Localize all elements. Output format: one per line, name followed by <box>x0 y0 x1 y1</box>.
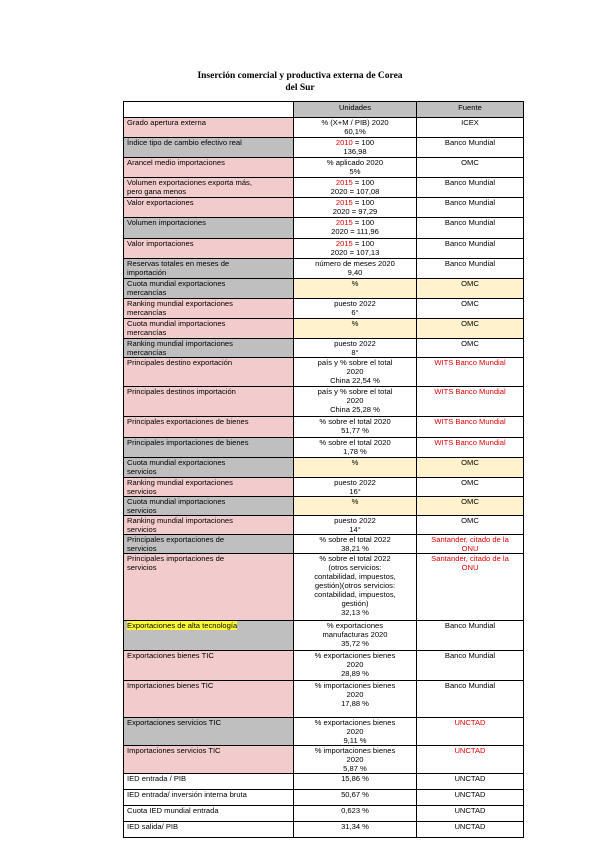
table-row <box>124 178 524 198</box>
unidades-cell <box>294 621 417 651</box>
base-year: 2015 <box>335 239 353 248</box>
unidades-value: % exportaciones bienes 2020 9,11 % <box>314 718 396 745</box>
indicator-label: Principales destinos importación <box>127 387 236 396</box>
table-row <box>124 339 524 358</box>
table-row <box>124 138 524 158</box>
unidades-cell <box>294 774 417 790</box>
table-row <box>124 158 524 178</box>
unidades-value: % sobre el total 2022 38,21 % <box>319 535 391 553</box>
table-row <box>124 790 524 806</box>
indicator-label: Ranking mundial exportaciones mercancías <box>127 299 233 317</box>
indicator-label: Arancel medio importaciones <box>127 158 225 167</box>
unidades-value: 0,623 % <box>341 806 369 815</box>
fuente-value: ICEX <box>461 118 479 127</box>
unidades-cell <box>294 259 417 279</box>
indicator-cell <box>124 718 294 746</box>
indicator-cell <box>124 417 294 438</box>
unidades-cell <box>294 158 417 178</box>
indicator-cell <box>124 259 294 279</box>
fuente-value: UNCTAD <box>454 822 486 831</box>
header-indicator <box>124 102 294 118</box>
fuente-value: OMC <box>461 497 479 506</box>
unidades-cell <box>294 299 417 319</box>
header-unidades: Unidades <box>294 102 417 118</box>
table-row <box>124 279 524 299</box>
fuente-cell <box>417 178 524 198</box>
unidades-value: puesto 2022 16° <box>334 478 376 496</box>
table-row <box>124 822 524 838</box>
indicator-label: Cuota mundial importaciones servicios <box>127 497 226 515</box>
fuente-value: OMC <box>461 299 479 308</box>
indicator-cell <box>124 239 294 259</box>
unidades-value: % <box>351 319 359 328</box>
fuente-cell <box>417 790 524 806</box>
fuente-cell <box>417 339 524 358</box>
fuente-cell <box>417 681 524 718</box>
indicator-label: IED salida/ PIB <box>127 822 179 831</box>
fuente-value: Banco Mundial <box>444 259 496 268</box>
indicator-label: IED entrada / PIB <box>127 774 187 783</box>
fuente-cell <box>417 516 524 535</box>
unidades-cell <box>294 681 417 718</box>
table-row <box>124 497 524 516</box>
fuente-value: OMC <box>461 516 479 525</box>
fuente-value: UNCTAD <box>454 746 486 755</box>
unidades-value: % importaciones bienes 2020 5,87 % <box>314 746 396 773</box>
table-row <box>124 806 524 822</box>
unidades-cell <box>294 138 417 158</box>
unidades-value: % <box>351 279 359 288</box>
indicator-label: Índice tipo de cambio efectivo real <box>127 138 242 147</box>
indicator-cell <box>124 746 294 774</box>
unidades-value: país y % sobre el total 2020 China 25,28 % <box>317 387 393 414</box>
fuente-value: Banco Mundial <box>444 138 496 147</box>
fuente-cell <box>417 438 524 458</box>
unidades-value: % (X+M / PIB) 2020 60,1% <box>321 118 389 136</box>
unidades-cell <box>294 516 417 535</box>
indicators-table <box>123 101 524 838</box>
fuente-cell <box>417 621 524 651</box>
title-line-2: del Sur <box>285 83 315 93</box>
indicator-label: Reservas totales en meses de importación <box>127 259 230 277</box>
fuente-cell <box>417 651 524 681</box>
fuente-value: OMC <box>461 339 479 348</box>
unidades-cell <box>294 806 417 822</box>
table-row <box>124 554 524 621</box>
unidades-value: 31,34 % <box>341 822 369 831</box>
fuente-cell <box>417 774 524 790</box>
indicator-cell <box>124 535 294 554</box>
unidades-value: = 100 136,98 <box>343 138 375 156</box>
document-title <box>150 70 450 94</box>
table-row <box>124 417 524 438</box>
indicator-cell <box>124 774 294 790</box>
unidades-cell <box>294 746 417 774</box>
unidades-cell <box>294 387 417 417</box>
fuente-value: Banco Mundial <box>444 198 496 207</box>
unidades-value: % aplicado 2020 5% <box>326 158 384 176</box>
table-row <box>124 535 524 554</box>
table-row <box>124 218 524 239</box>
indicator-label: Exportaciones servicios TIC <box>127 718 221 727</box>
unidades-value: % exportaciones bienes 2020 28,89 % <box>314 651 396 678</box>
fuente-value: OMC <box>461 478 479 487</box>
indicator-cell <box>124 516 294 535</box>
fuente-value: OMC <box>461 319 479 328</box>
unidades-cell <box>294 279 417 299</box>
indicator-label: Valor importaciones <box>127 239 194 248</box>
fuente-value: Banco Mundial <box>444 681 496 690</box>
unidades-cell <box>294 497 417 516</box>
fuente-value: WITS Banco Mundial <box>434 387 506 396</box>
unidades-cell <box>294 478 417 497</box>
table-row <box>124 299 524 319</box>
base-year: 2015 <box>335 218 353 227</box>
base-year: 2010 <box>335 138 353 147</box>
unidades-value: 15,86 % <box>341 774 369 783</box>
indicator-label: Volumen exportaciones exporta más, pero gana menos <box>127 178 252 196</box>
unidades-value: = 100 2020 = 111,96 <box>331 218 379 236</box>
fuente-value: UNCTAD <box>454 718 486 727</box>
unidades-value: puesto 2022 8° <box>334 339 376 357</box>
fuente-cell <box>417 279 524 299</box>
fuente-cell <box>417 806 524 822</box>
indicator-label: Ranking mundial importaciones servicios <box>127 516 233 534</box>
fuente-cell <box>417 535 524 554</box>
fuente-value: Banco Mundial <box>444 621 496 630</box>
table-row <box>124 621 524 651</box>
indicator-cell <box>124 299 294 319</box>
table-row <box>124 358 524 387</box>
indicator-cell <box>124 438 294 458</box>
table-body <box>124 118 524 838</box>
indicator-cell <box>124 138 294 158</box>
table-row <box>124 718 524 746</box>
indicator-label: Exportaciones de alta tecnología <box>127 621 238 630</box>
unidades-value: % exportaciones manufacturas 2020 35,72 % <box>322 621 388 648</box>
fuente-cell <box>417 554 524 621</box>
unidades-value: % importaciones bienes 2020 17,88 % <box>314 681 396 708</box>
indicator-cell <box>124 681 294 718</box>
indicator-label: Principales importaciones de bienes <box>127 438 249 447</box>
fuente-cell <box>417 138 524 158</box>
fuente-value: OMC <box>461 158 479 167</box>
indicator-cell <box>124 822 294 838</box>
unidades-cell <box>294 417 417 438</box>
fuente-cell <box>417 218 524 239</box>
unidades-value: % sobre el total 2020 51,77 % <box>319 417 391 435</box>
indicator-label: Valor exportaciones <box>127 198 194 207</box>
indicator-cell <box>124 358 294 387</box>
table-row <box>124 478 524 497</box>
title-line-1: Inserción comercial y productiva externa de Corea <box>197 71 403 81</box>
table-row <box>124 198 524 218</box>
unidades-cell <box>294 651 417 681</box>
unidades-value: % sobre el total 2022 (otros servicios: contabilidad, impuestos, gestión)(otros servicios: contabilidad, impuestos, gestión) 32,13 % <box>314 554 396 617</box>
table-row <box>124 651 524 681</box>
indicator-cell <box>124 279 294 299</box>
fuente-cell <box>417 239 524 259</box>
unidades-cell <box>294 554 417 621</box>
table-row <box>124 239 524 259</box>
fuente-value: WITS Banco Mundial <box>434 358 506 367</box>
indicator-cell <box>124 118 294 138</box>
fuente-cell <box>417 497 524 516</box>
table-header-row <box>124 102 524 118</box>
fuente-value: UNCTAD <box>454 806 486 815</box>
table-row <box>124 387 524 417</box>
indicator-label: Importaciones servicios TIC <box>127 746 221 755</box>
unidades-value: puesto 2022 14° <box>334 516 376 534</box>
indicator-label: Importaciones bienes TIC <box>127 681 214 690</box>
table-row <box>124 774 524 790</box>
indicator-label: Volumen importaciones <box>127 218 206 227</box>
fuente-cell <box>417 158 524 178</box>
fuente-cell <box>417 319 524 339</box>
indicator-label: Cuota mundial exportaciones mercancías <box>127 279 226 297</box>
unidades-cell <box>294 239 417 259</box>
fuente-value: OMC <box>461 458 479 467</box>
indicator-label: Grado apertura externa <box>127 118 206 127</box>
unidades-value: = 100 2020 = 107,13 <box>330 239 380 257</box>
unidades-cell <box>294 319 417 339</box>
fuente-value: Banco Mundial <box>444 239 496 248</box>
unidades-cell <box>294 438 417 458</box>
indicator-label: Principales exportaciones de servicios <box>127 535 225 553</box>
unidades-value: = 100 2020 = 107,08 <box>330 178 380 196</box>
indicator-cell <box>124 554 294 621</box>
fuente-cell <box>417 358 524 387</box>
indicator-cell <box>124 621 294 651</box>
unidades-value: número de meses 2020 9,40 <box>315 259 395 277</box>
fuente-cell <box>417 387 524 417</box>
indicator-cell <box>124 198 294 218</box>
fuente-cell <box>417 718 524 746</box>
table-row <box>124 458 524 478</box>
fuente-value: OMC <box>461 279 479 288</box>
unidades-cell <box>294 118 417 138</box>
fuente-value: WITS Banco Mundial <box>434 438 506 447</box>
fuente-cell <box>417 259 524 279</box>
fuente-value: UNCTAD <box>454 774 486 783</box>
unidades-value: % sobre el total 2020 1,78 % <box>319 438 391 456</box>
table-row <box>124 516 524 535</box>
unidades-value: % <box>351 458 359 467</box>
unidades-value: % <box>351 497 359 506</box>
fuente-cell <box>417 118 524 138</box>
indicator-label: Cuota IED mundial entrada <box>127 806 219 815</box>
fuente-value: Banco Mundial <box>444 651 496 660</box>
indicator-cell <box>124 458 294 478</box>
table-row <box>124 118 524 138</box>
indicator-cell <box>124 319 294 339</box>
indicator-cell <box>124 218 294 239</box>
unidades-cell <box>294 358 417 387</box>
base-year: 2015 <box>335 198 353 207</box>
table-row <box>124 259 524 279</box>
fuente-cell <box>417 458 524 478</box>
unidades-cell <box>294 790 417 806</box>
indicator-cell <box>124 178 294 198</box>
indicator-label: Exportaciones bienes TIC <box>127 651 214 660</box>
indicator-cell <box>124 339 294 358</box>
indicator-label: Principales exportaciones de bienes <box>127 417 249 426</box>
fuente-cell <box>417 822 524 838</box>
base-year: 2015 <box>335 178 353 187</box>
table-row <box>124 319 524 339</box>
indicator-label: IED entrada/ inversión interna bruta <box>127 790 247 799</box>
unidades-value: 50,67 % <box>341 790 369 799</box>
table-row <box>124 438 524 458</box>
unidades-cell <box>294 178 417 198</box>
fuente-cell <box>417 478 524 497</box>
indicator-label: Ranking mundial exportaciones servicios <box>127 478 233 496</box>
indicator-cell <box>124 158 294 178</box>
indicator-label: Principales importaciones de servicios <box>127 554 225 572</box>
unidades-cell <box>294 198 417 218</box>
fuente-cell <box>417 198 524 218</box>
indicator-cell <box>124 387 294 417</box>
indicator-cell <box>124 497 294 516</box>
fuente-value: UNCTAD <box>454 790 486 799</box>
table-row <box>124 681 524 718</box>
fuente-cell <box>417 746 524 774</box>
unidades-value: = 100 2020 = 97,29 <box>332 198 378 216</box>
indicator-label: Cuota mundial exportaciones servicios <box>127 458 226 476</box>
unidades-value: puesto 2022 6° <box>334 299 376 317</box>
indicator-cell <box>124 806 294 822</box>
unidades-cell <box>294 339 417 358</box>
indicator-cell <box>124 651 294 681</box>
indicator-cell <box>124 790 294 806</box>
unidades-cell <box>294 218 417 239</box>
fuente-cell <box>417 299 524 319</box>
fuente-value: Santander, citado de la ONU <box>431 535 509 553</box>
unidades-cell <box>294 718 417 746</box>
indicator-label: Cuota mundial importaciones mercancías <box>127 319 226 337</box>
fuente-cell <box>417 417 524 438</box>
table-row <box>124 746 524 774</box>
unidades-cell <box>294 822 417 838</box>
fuente-value: Banco Mundial <box>444 218 496 227</box>
unidades-cell <box>294 458 417 478</box>
indicator-cell <box>124 478 294 497</box>
unidades-cell <box>294 535 417 554</box>
indicator-label: Principales destino exportación <box>127 358 233 367</box>
fuente-value: Santander, citado de la ONU <box>431 554 509 572</box>
unidades-value: país y % sobre el total 2020 China 22,54 % <box>317 358 393 385</box>
header-fuente: Fuente <box>417 102 524 118</box>
fuente-value: Banco Mundial <box>444 178 496 187</box>
indicator-label: Ranking mundial importaciones mercancías <box>127 339 233 357</box>
fuente-value: WITS Banco Mundial <box>434 417 506 426</box>
